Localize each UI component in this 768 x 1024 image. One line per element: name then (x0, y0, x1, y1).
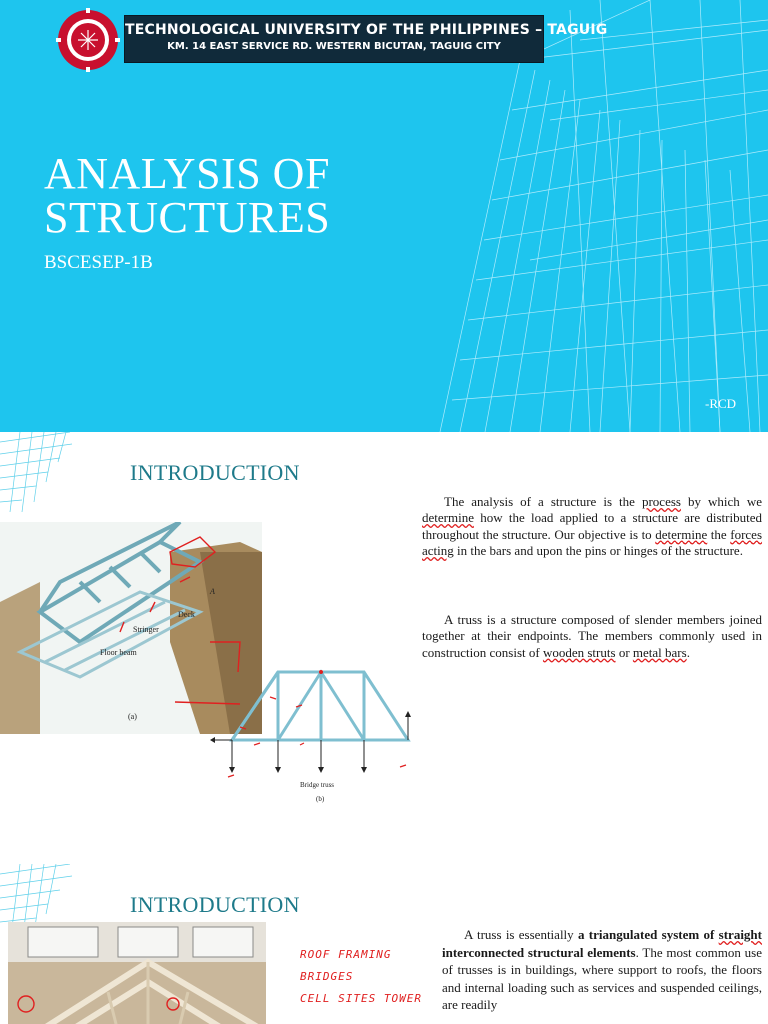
slide-title: INTRODUCTION (130, 892, 300, 917)
text-run: the (707, 526, 731, 542)
label-point-a: A (210, 587, 215, 596)
university-address: KM. 14 EAST SERVICE RD. WESTERN BICUTAN, TAGUIG CITY (167, 41, 501, 52)
annotated-word: forces acting (422, 526, 763, 559)
annotated-word: wooden struts (542, 644, 616, 660)
wireframe-corner-graphic (0, 432, 80, 512)
text-run: A truss is a structure composed of slender members joined together at their endpoints. The members commonly used in construction consist of (422, 612, 762, 660)
annotated-word: straight (718, 927, 762, 942)
text-run: how the load applied to a structure are distributed throughout the structure. Our objective is to (422, 510, 762, 542)
annotated-word: determine (655, 526, 708, 542)
university-name: TECHNOLOGICAL UNIVERSITY OF THE PHILIPPINES – TAGUIG (125, 22, 608, 38)
paragraph-truss-definition (422, 612, 762, 661)
introduction-slide-2 (0, 864, 768, 1024)
label-floor-beam: Floor beam (100, 648, 137, 657)
author-initials: -RCD (705, 396, 737, 411)
text-run: A truss is essentially (464, 927, 578, 942)
figure-b-caption: (b) (316, 795, 325, 803)
wireframe-building-graphic (400, 0, 768, 432)
roof-truss-photo (8, 922, 266, 1024)
truss-label: Bridge truss (300, 781, 335, 789)
slide-title: INTRODUCTION (130, 460, 300, 485)
text-run: The analysis of a structure is the (444, 494, 642, 509)
figure-a-caption: (a) (128, 712, 137, 721)
paragraph-analysis-definition (422, 494, 762, 560)
university-header-bar (124, 15, 608, 63)
university-seal-logo (56, 8, 120, 72)
title-line-1: ANALYSIS OF (44, 149, 330, 198)
label-deck: Deck (178, 610, 195, 619)
title-slide (0, 0, 768, 432)
text-run: in the bars and upon the pins or hinges of the structure. (453, 543, 743, 559)
annotated-word: determine (422, 510, 474, 526)
title-line-2: STRUCTURES (44, 193, 331, 242)
text-run: . (686, 644, 690, 660)
introduction-slide-1 (0, 432, 768, 864)
text-run: . The most common use of trusses is in buildings, where support to roofs, the floors and internal loading such as services and suspended ceilings, are readily (442, 944, 762, 1012)
annotated-word: metal bars (632, 644, 687, 660)
bold-text: a triangulated system of (577, 927, 719, 942)
text-run: by which we (680, 494, 762, 509)
paragraph-truss-essential (442, 926, 762, 1014)
text-run: or (615, 644, 633, 660)
annotated-word: process (641, 494, 681, 509)
handwritten-note-2: BRIDGES (300, 970, 354, 983)
course-code: BSCESEP-1B (44, 252, 153, 273)
bridge-truss-diagram (210, 657, 420, 807)
label-stringer: Stringer (133, 625, 159, 634)
bold-text: interconnected structural elements (442, 944, 636, 960)
presentation-title (44, 149, 331, 242)
handwritten-note-3: CELL SITES TOWER (300, 992, 422, 1005)
handwritten-note-1: ROOF FRAMING (300, 948, 392, 961)
